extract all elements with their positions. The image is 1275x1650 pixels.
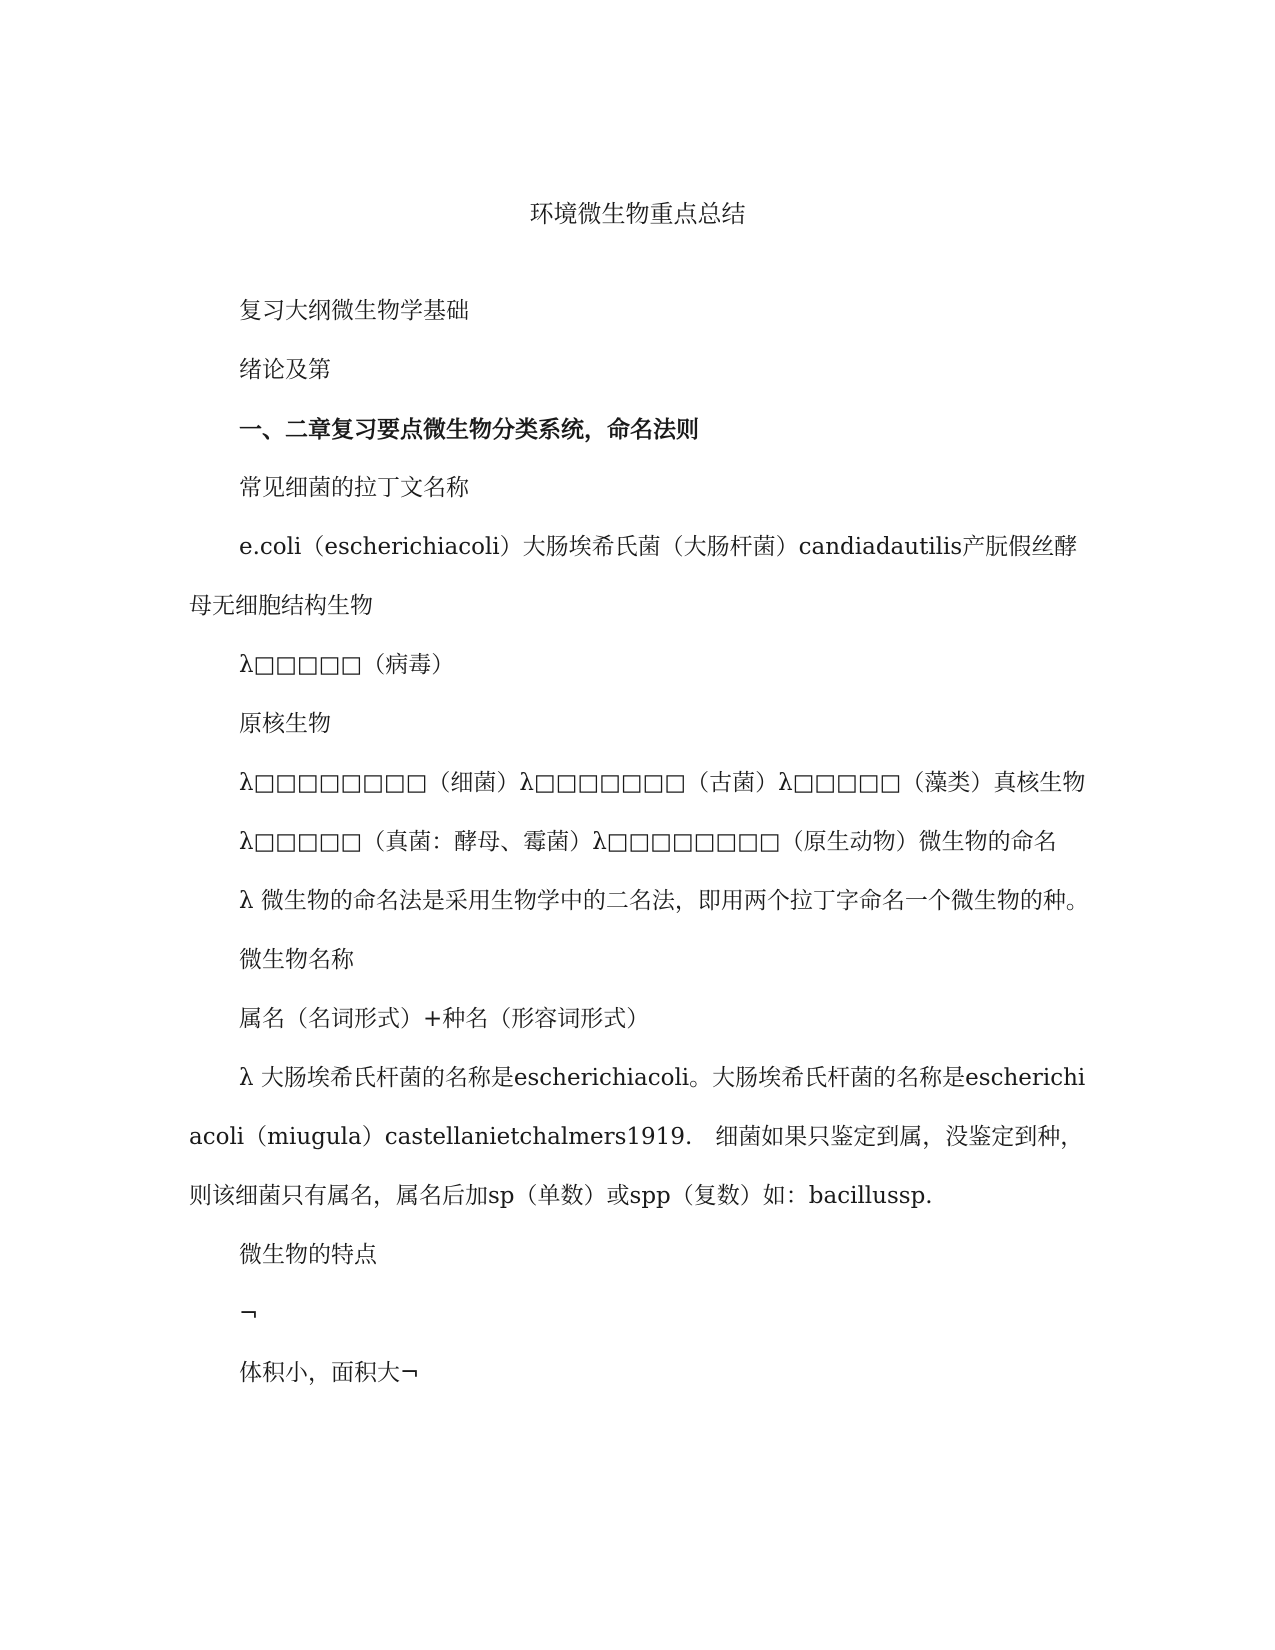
- paragraph: 复习大纲微生物学基础: [239, 298, 469, 324]
- paragraph: 微生物的特点: [239, 1242, 377, 1268]
- paragraph: ¬: [239, 1301, 259, 1327]
- paragraph: 属名（名词形式）+种名（形容词形式）: [239, 1006, 650, 1032]
- document-title: 环境微生物重点总结: [529, 200, 746, 228]
- paragraph: 微生物名称: [239, 947, 354, 973]
- paragraph: 常见细菌的拉丁文名称: [239, 475, 469, 501]
- paragraph: λ 大肠埃希氏杆菌的名称是escherichiacoli。大肠埃希氏杆菌的名称是escherichiacoli（miugula）castellanietchalmers1919. 细菌如果只鉴定到属，没鉴定到种，则该细菌只有属名，属名后加sp（单数）或spp（复数）如：bacillussp.: [189, 1065, 1086, 1209]
- paragraph: λ□□□□□（病毒）: [239, 652, 455, 678]
- section-heading: 一、二章复习要点微生物分类系统，命名法则: [239, 416, 699, 443]
- paragraph: λ 微生物的命名法是采用生物学中的二名法，即用两个拉丁字命名一个微生物的种。: [239, 888, 1089, 914]
- document-body: [189, 282, 1091, 1403]
- paragraph: λ□□□□□□□□（细菌）λ□□□□□□□（古菌）λ□□□□□（藻类）真核生物: [239, 770, 1086, 796]
- paragraph: 原核生物: [239, 711, 331, 737]
- paragraph: 体积小，面积大¬: [239, 1360, 420, 1386]
- paragraph: 绪论及第: [239, 357, 331, 383]
- paragraph: λ□□□□□（真菌：酵母、霉菌）λ□□□□□□□□（原生动物）微生物的命名: [239, 829, 1057, 855]
- paragraph: e.coli（escherichiacoli）大肠埃希氏菌（大肠杆菌）candiadautilis产朊假丝酵母无细胞结构生物: [189, 534, 1078, 619]
